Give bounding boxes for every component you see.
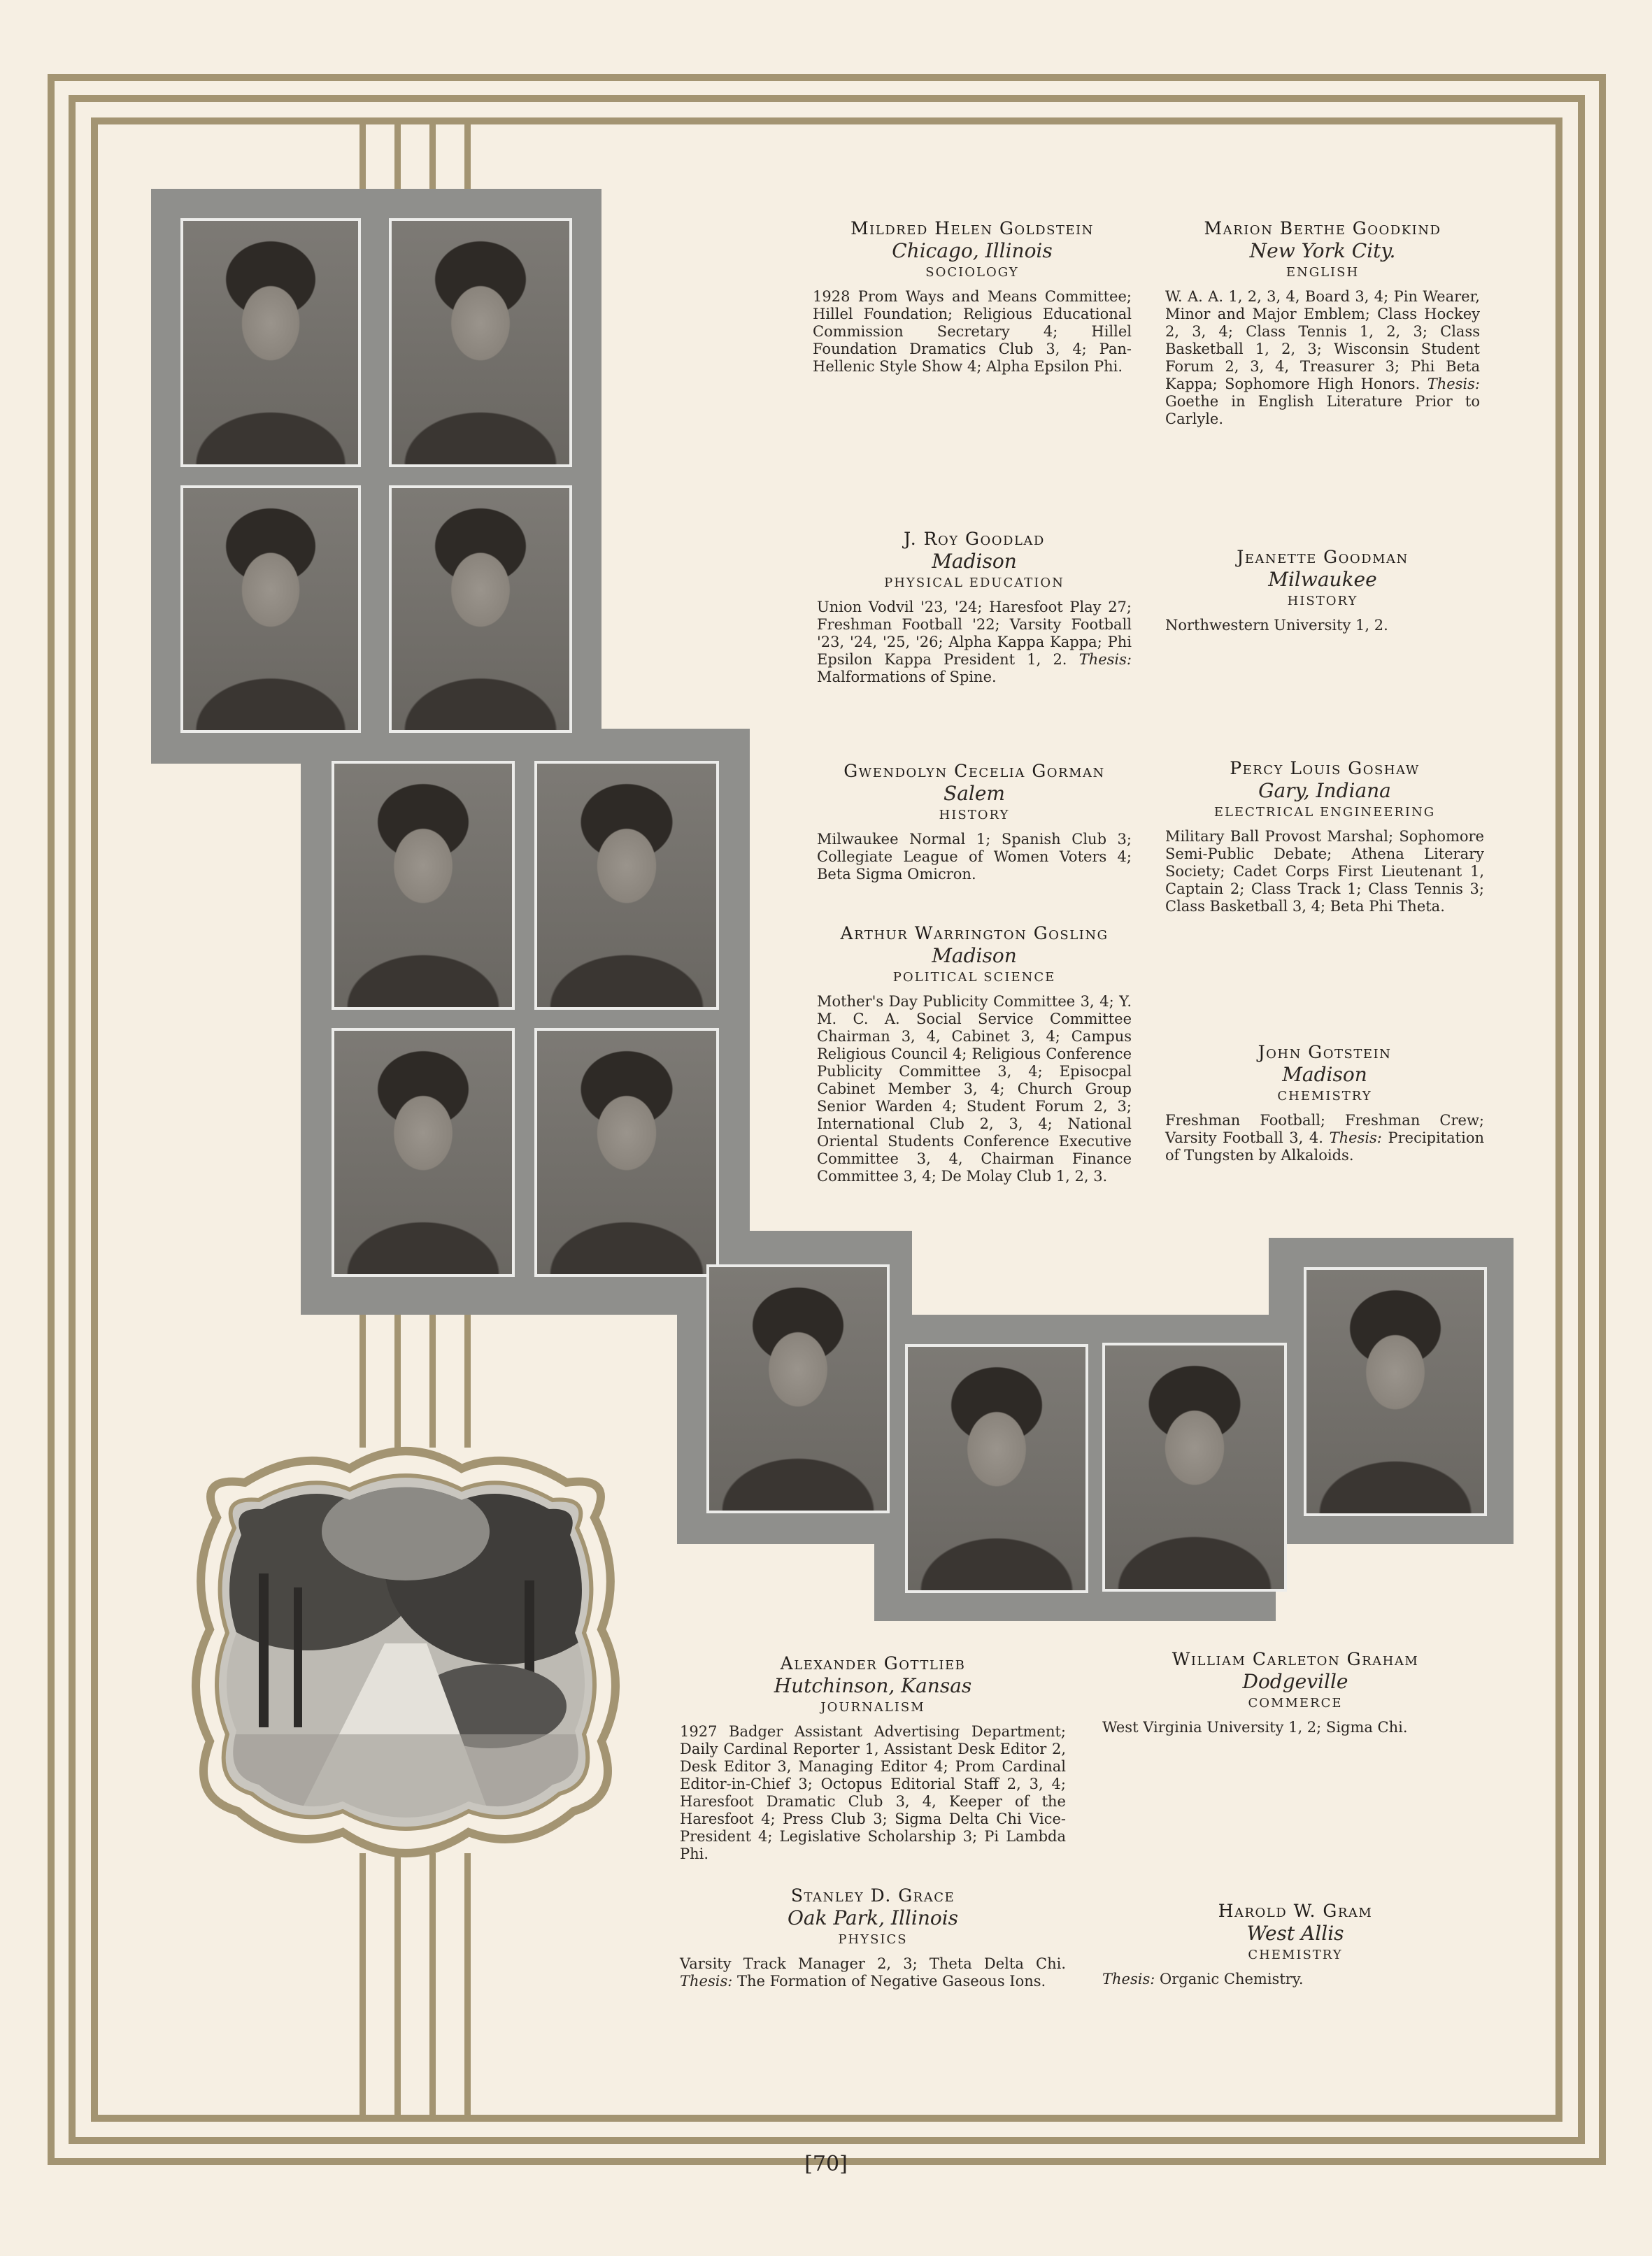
student-major: CHEMISTRY [1248, 1948, 1343, 1962]
portrait [389, 218, 572, 467]
student-name: Alexander Gottlieb [780, 1653, 966, 1673]
student-major: ENGLISH [1286, 265, 1360, 280]
student-name: Marion Berthe Goodkind [1204, 218, 1441, 238]
portrait-image [537, 764, 716, 1007]
portrait-image [1306, 1270, 1484, 1513]
student-major: POLITICAL SCIENCE [892, 970, 1056, 985]
student-major: PHYSICAL EDUCATION [884, 576, 1064, 590]
student-entry [680, 1885, 1066, 1990]
student-hometown: Madison [1282, 1063, 1367, 1086]
landscape-cartouche [175, 1434, 636, 1867]
student-entry [817, 529, 1132, 686]
student-major: ELECTRICAL ENGINEERING [1213, 805, 1436, 820]
student-major: SOCIOLOGY [925, 265, 1019, 280]
ornament-line [394, 1315, 401, 1448]
portrait-image [183, 221, 358, 464]
student-activities [1165, 288, 1480, 428]
student-hometown: Salem [944, 782, 1005, 805]
thesis-label: Thesis: [1102, 1971, 1155, 1987]
student-hometown: Gary, Indiana [1258, 779, 1391, 802]
student-entry [813, 218, 1132, 376]
portrait-image [908, 1347, 1085, 1590]
student-name: John Gotstein [1258, 1042, 1392, 1062]
student-activities: West Virginia University 1, 2; Sigma Chi. [1102, 1719, 1408, 1736]
ornament-line [464, 1315, 471, 1448]
student-activities: 1927 Badger Assistant Advertising Department; Daily Cardinal Reporter 1, Assistant Desk Editor 2, Desk Editor 3, Managing Editor 4; Prom Cardinal Editor-in-Chief 3; Octopus Editorial Staff 2, 3, 4; Haresfoot Dramatic Club 3, 4, Keeper of the Haresfoot 4; Press Club 3; Sigma Delta Chi Vice-President 4; Legislative Scholarship 3; Pi Lambda Phi. [680, 1723, 1066, 1862]
portrait [332, 1028, 515, 1277]
portrait [706, 1264, 890, 1513]
student-major: CHEMISTRY [1277, 1089, 1372, 1104]
student-activities: Military Ball Provost Marshal; Sophomore Semi-Public Debate; Athena Literary Society; Cadet Corps First Lieutenant 1, Captain 2; Class Track 1; Class Tennis 3; Class Basketball 3, 4; Beta Phi Theta. [1165, 828, 1484, 915]
student-name: J. Roy Goodlad [904, 529, 1045, 549]
student-major: JOURNALISM [820, 1700, 925, 1715]
ornament-line [359, 1315, 366, 1448]
student-name: William Carleton Graham [1172, 1649, 1419, 1669]
student-hometown: Chicago, Illinois [892, 239, 1053, 262]
student-hometown: Milwaukee [1268, 568, 1377, 591]
student-major: PHYSICS [838, 1932, 908, 1947]
portrait-image [709, 1267, 887, 1511]
portrait-image [334, 764, 512, 1007]
student-hometown: Madison [932, 944, 1017, 967]
student-hometown: Madison [932, 550, 1017, 573]
portrait [1304, 1267, 1487, 1516]
student-entry [1165, 1042, 1484, 1164]
thesis-label: Thesis: [1427, 376, 1480, 392]
student-name: Stanley D. Grace [790, 1885, 955, 1906]
activities-text: Union Vodvil '23, '24; Haresfoot Play 27; Freshman Football '22; Varsity Football '23, '24, '25, '26; Alpha Kappa Kappa; Phi Epsilon Kappa President 1, 2. [817, 599, 1132, 668]
ornament-line [359, 1853, 366, 2122]
student-activities: Mother's Day Publicity Committee 3, 4; Y. M. C. A. Social Service Committee Chairman 3, 4, Cabinet 3, 4; Campus Religious Council 4; Religious Conference Publicity Committee 3, 4; Episocpal Cabinet Member 3, 4; Church Group Senior Warden 4; Student Forum 2, 3; International Club 2, 3, 4; National Oriental Students Conference Executive Committee 3, 4, Chairman Finance Committee 3, 4; De Molay Club 1, 2, 3. [817, 993, 1132, 1185]
portrait [332, 761, 515, 1010]
activities-text: Freshman Football; Freshman Crew; Varsity Football 3, 4. [1165, 1112, 1484, 1146]
student-name: Gwendolyn Cecelia Gorman [843, 761, 1105, 781]
student-activities: 1928 Prom Ways and Means Committee; Hillel Foundation; Religious Educational Commission Secretary 4; Hillel Foundation Dramatics Club 3, 4; Pan-Hellenic Style Show 4; Alpha Epsilon Phi. [813, 288, 1132, 375]
portrait [534, 761, 719, 1010]
student-entry [680, 1653, 1066, 1863]
student-entry [1165, 547, 1480, 634]
thesis-title: Goethe in English Literature Prior to Carlyle. [1165, 393, 1480, 427]
student-hometown: New York City. [1249, 239, 1396, 262]
thesis-label: Thesis: [1078, 651, 1132, 668]
student-major: COMMERCE [1248, 1696, 1343, 1711]
thesis-label: Thesis: [1329, 1129, 1382, 1146]
student-entry [1102, 1649, 1488, 1736]
student-name: Percy Louis Goshaw [1230, 758, 1420, 778]
thesis-label: Thesis: [680, 1973, 733, 1990]
activities-text: Varsity Track Manager 2, 3; Theta Delta Chi. [680, 1955, 1066, 1972]
thesis-title: Malformations of Spine. [817, 669, 997, 685]
student-hometown: Hutchinson, Kansas [774, 1674, 972, 1697]
portrait-image [183, 488, 358, 730]
activities-text: W. A. A. 1, 2, 3, 4, Board 3, 4; Pin Wearer, Minor and Major Emblem; Class Hockey 2, 3, 4; Class Tennis 1, 2, 3; Class Basketball 1, 2, 3; Wisconsin Student Forum 2, 3, 4, Treasurer 3; Phi Beta Kappa; Sophomore High Honors. [1165, 288, 1480, 392]
portrait [534, 1028, 719, 1277]
student-entry [1102, 1901, 1488, 1988]
student-activities: Northwestern University 1, 2. [1165, 617, 1388, 634]
ornament-line [464, 1853, 471, 2122]
student-name: Harold W. Gram [1218, 1901, 1373, 1921]
student-entry [1165, 758, 1484, 915]
student-entry [817, 923, 1132, 1185]
page-number: [70] [804, 2152, 848, 2176]
student-major: HISTORY [1287, 594, 1358, 608]
portrait-image [537, 1031, 716, 1274]
portrait [905, 1344, 1088, 1593]
student-name: Jeanette Goodman [1237, 547, 1409, 567]
ornament-line [429, 1315, 436, 1448]
student-major: HISTORY [939, 808, 1010, 822]
portrait [1102, 1343, 1287, 1592]
portrait-image [1105, 1345, 1284, 1589]
student-activities [1165, 1112, 1484, 1164]
student-hometown: West Allis [1246, 1922, 1344, 1945]
thesis-title: Precipitation of Tungsten by Alkaloids. [1165, 1129, 1484, 1164]
portrait-image [334, 1031, 512, 1274]
student-hometown: Oak Park, Illinois [787, 1906, 959, 1929]
portrait [180, 218, 361, 467]
ornament-line [429, 1853, 436, 2122]
ornament-line [394, 1853, 401, 2122]
ornament-line [464, 117, 471, 194]
portrait [180, 485, 361, 733]
student-entry [817, 761, 1132, 883]
student-activities: Milwaukee Normal 1; Spanish Club 3; Collegiate League of Women Voters 4; Beta Sigma Omicron. [817, 831, 1132, 883]
portrait-image [392, 221, 569, 464]
student-name: Mildred Helen Goldstein [850, 218, 1094, 238]
ornament-line [394, 117, 401, 194]
ornament-line [429, 117, 436, 194]
thesis-title: Organic Chemistry. [1160, 1971, 1304, 1987]
ornament-line [359, 117, 366, 194]
student-entry [1165, 218, 1480, 428]
portrait-image [392, 488, 569, 730]
thesis-title: The Formation of Negative Gaseous Ions. [737, 1973, 1046, 1990]
student-activities [680, 1955, 1066, 1990]
student-activities [1102, 1971, 1488, 1988]
student-activities [817, 599, 1132, 686]
student-hometown: Dodgeville [1242, 1670, 1348, 1693]
portrait [389, 485, 572, 733]
student-name: Arthur Warrington Gosling [840, 923, 1109, 943]
